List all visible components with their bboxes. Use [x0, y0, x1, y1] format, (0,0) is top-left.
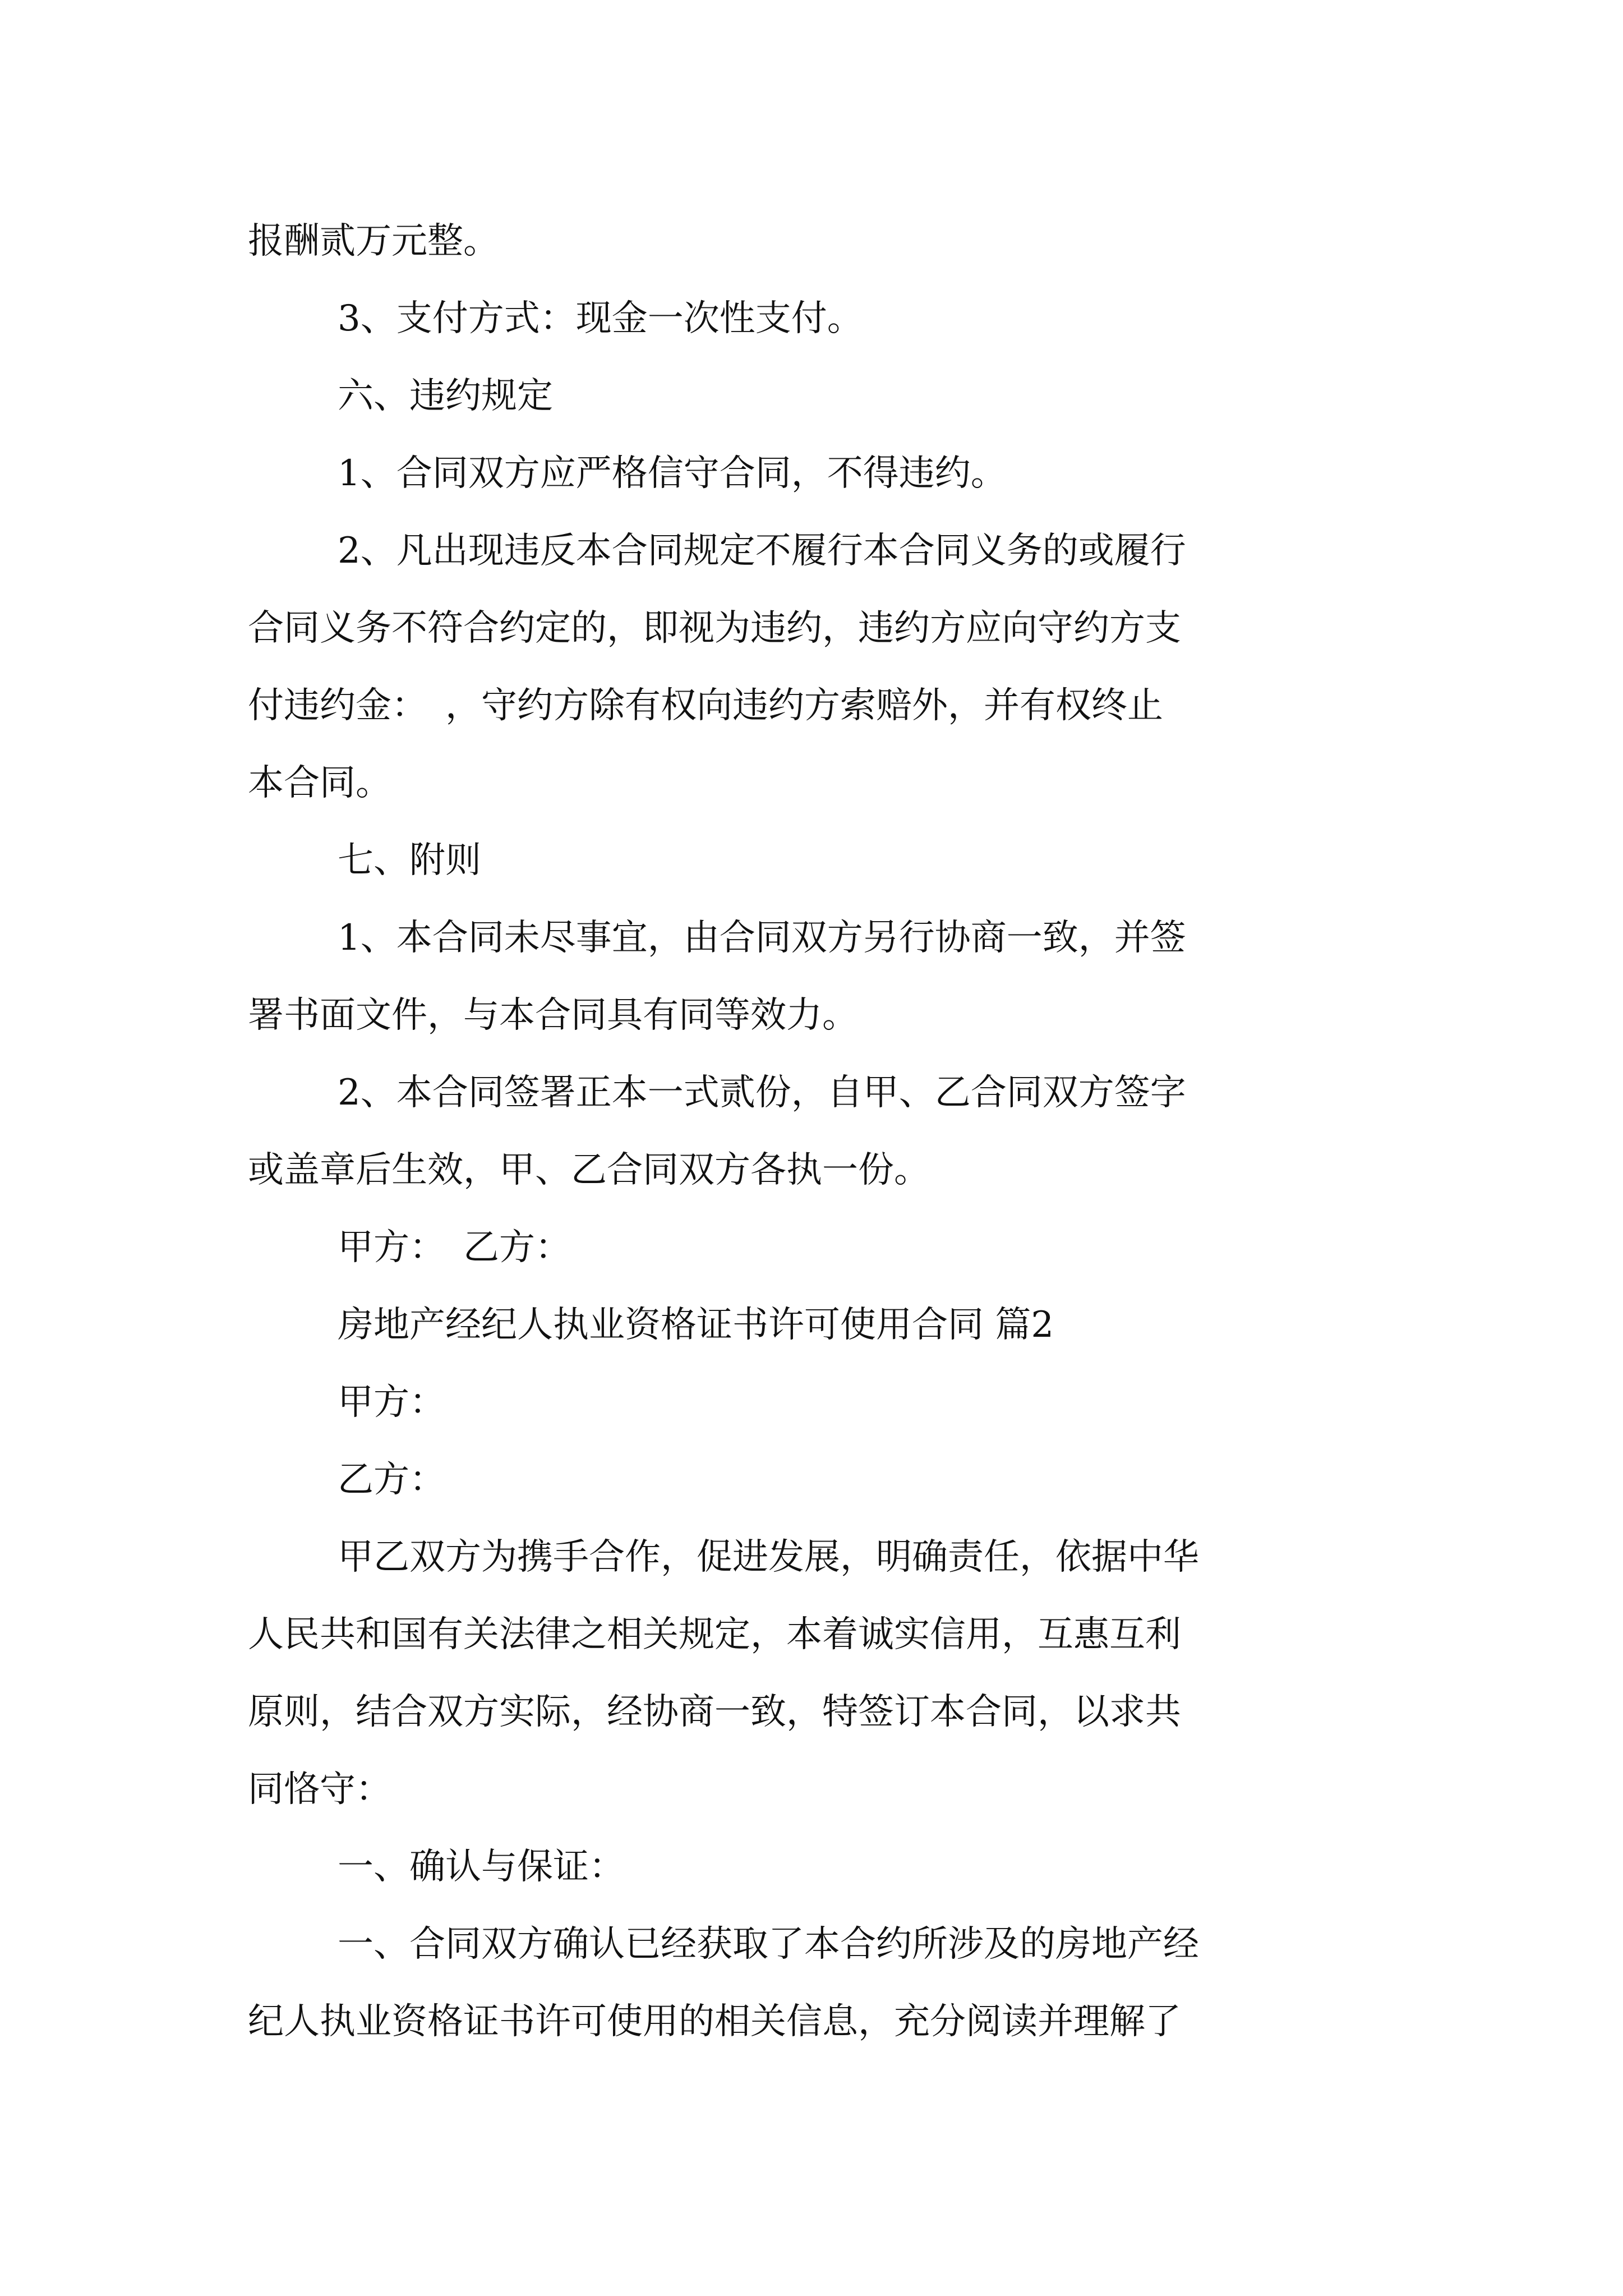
section-heading: 七、附则 — [338, 840, 481, 881]
section-heading: 六、违约规定 — [338, 375, 553, 417]
text-line: 署书面文件，与本合同具有同等效力。 — [248, 995, 858, 1036]
signature-line: 甲方： 乙方： — [338, 1227, 571, 1268]
section-heading: 一、确认与保证： — [338, 1846, 625, 1888]
text-line: 1、合同双方应严格信守合同，不得违约。 — [338, 453, 1007, 494]
party-a-line: 甲方： — [338, 1382, 445, 1423]
text-line: 1、本合同未尽事宜，由合同双方另行协商一致，并签 — [338, 917, 1186, 959]
text-line: 2、凡出现违反本合同规定不履行本合同义务的或履行 — [338, 530, 1186, 572]
text-line: 报酬贰万元整。 — [248, 220, 499, 262]
party-b-line: 乙方： — [338, 1459, 445, 1501]
text-line: 或盖章后生效，甲、乙合同双方各执一份。 — [248, 1149, 930, 1191]
text-line: 本合同。 — [248, 762, 391, 804]
contract-title: 房地产经纪人执业资格证书许可使用合同 篇2 — [338, 1304, 1054, 1346]
text-line: 纪人执业资格证书许可使用的相关信息，充分阅读并理解了 — [248, 2001, 1181, 2042]
text-line: 合同义务不符合约定的，即视为违约，违约方应向守约方支 — [248, 608, 1181, 649]
text-line: 3、支付方式：现金一次性支付。 — [338, 298, 863, 339]
text-line: 人民共和国有关法律之相关规定，本着诚实信用，互惠互利 — [248, 1614, 1181, 1655]
text-line: 甲乙双方为携手合作，促进发展，明确责任，依据中华 — [338, 1536, 1199, 1578]
text-line: 2、本合同签署正本一式贰份，自甲、乙合同双方签字 — [338, 1072, 1186, 1114]
text-line: 一、合同双方确认已经获取了本合约所涉及的房地产经 — [338, 1924, 1199, 1965]
text-line: 原则，结合双方实际，经协商一致，特签订本合同，以求共 — [248, 1691, 1181, 1733]
text-line: 付违约金： ，守约方除有权向违约方索赔外，并有权终止 — [248, 685, 1163, 726]
text-line: 同恪守： — [248, 1769, 391, 1810]
